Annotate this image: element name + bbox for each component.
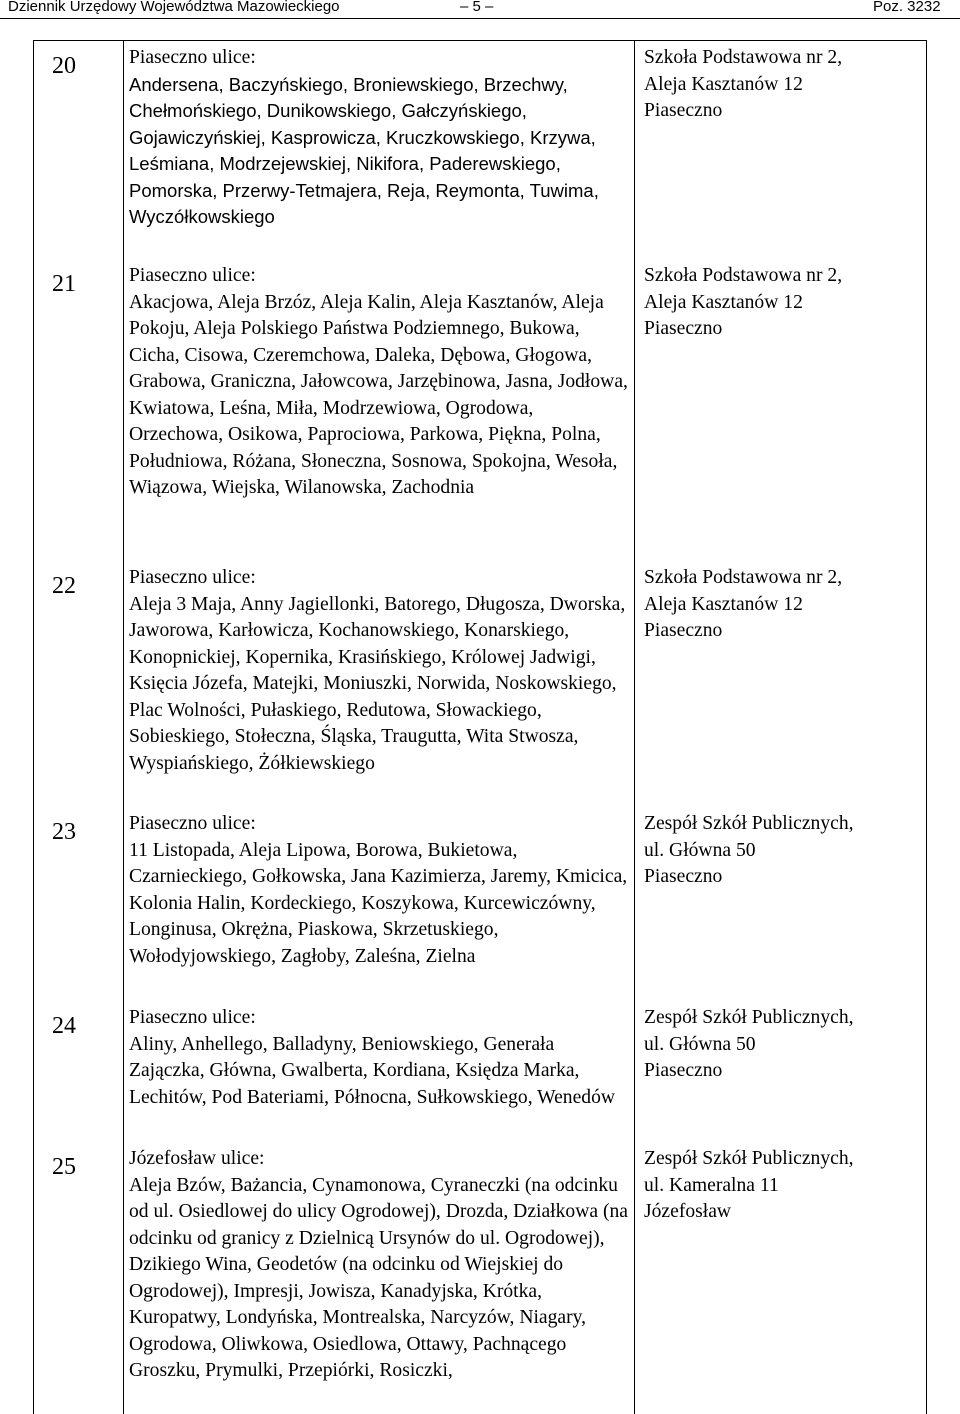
locality-heading: Piaseczno ulice:	[129, 567, 256, 588]
school-address: Aleja Kasztanów 12	[644, 73, 803, 95]
school-address: ul. Główna 50	[644, 839, 756, 861]
column-divider	[123, 40, 124, 1414]
school-town: Piaseczno	[644, 1060, 723, 1081]
district-number: 20	[52, 53, 76, 79]
school-town: Piaseczno	[644, 318, 723, 339]
school-cell	[644, 565, 934, 645]
school-name: Zespół Szkół Publicznych,	[644, 1007, 854, 1028]
streets-cell	[129, 263, 631, 502]
streets-list: Aleja Bzów, Bażancia, Cynamonowa, Cyraneczki (na odcinku od ul. Osiedlowej do ulicy Ogrodowej), Drozda, Działkowa (na odcinku od granicy z Dzielnicą Ursynów do ul. Ogrodowej), Dzikiego Wina, Geodetów (na odcinku od Wiejskiej do Ogrodowej), Impresji, Jowisza, Kanadyjska, Krótka, Kuropatwy, Londyńska, Montrealska, Narcyzów, Niagary, Ogrodowa, Oliwkowa, Osiedlowa, Ottawy, Pachnącego Groszku, Prymulki, Przepiórki, Rosiczki,	[129, 1174, 628, 1381]
position-number: Poz. 3232	[873, 0, 941, 15]
district-number: 23	[52, 819, 76, 845]
school-town: Piaseczno	[644, 866, 723, 887]
page-number: – 5 –	[460, 0, 494, 15]
streets-list: Andersena, Baczyńskiego, Broniewskiego, Brzechwy, Chełmońskiego, Dunikowskiego, Gałczyńskiego, Gojawiczyńskiej, Kasprowicza, Kruczkowskiego, Krzywa, Leśmiana, Modrzejewskiej, Nikifora, Paderewskiego, Pomorska, Przerwy-Tetmajera, Reja, Reymonta, Tuwima, Wyczółkowskiego	[129, 73, 599, 227]
locality-heading: Piaseczno ulice:	[129, 47, 256, 68]
school-address: Aleja Kasztanów 12	[644, 291, 803, 313]
streets-list: Aleja 3 Maja, Anny Jagiellonki, Batorego, Długosza, Dworska, Jaworowa, Karłowicza, Kochanowskiego, Konarskiego, Konopnickiej, Kopernika, Krasińskiego, Królowej Jadwigi, Księcia Józefa, Matejki, Moniuszki, Norwida, Noskowskiego, Plac Wolności, Pułaskiego, Redutowa, Słowackiego, Sobieskiego, Stołeczna, Śląska, Traugutta, Wita Stwosza, Wyspiańskiego, Żółkiewskiego	[129, 593, 626, 774]
school-town: Piaseczno	[644, 620, 723, 641]
journal-title: Dziennik Urzędowy Województwa Mazowieckiego	[8, 0, 340, 15]
school-name: Szkoła Podstawowa nr 2,	[644, 567, 843, 588]
school-cell	[644, 1005, 934, 1085]
locality-heading: Piaseczno ulice:	[129, 1007, 256, 1028]
district-number: 22	[52, 573, 76, 599]
streets-cell	[129, 811, 631, 970]
district-number: 24	[52, 1013, 76, 1039]
locality-heading: Piaseczno ulice:	[129, 265, 256, 286]
district-number: 21	[52, 271, 76, 297]
school-town: Piaseczno	[644, 100, 723, 121]
streets-cell	[129, 45, 631, 231]
streets-list: Akacjowa, Aleja Brzóz, Aleja Kalin, Aleja Kasztanów, Aleja Pokoju, Aleja Polskiego Państwa Podziemnego, Bukowa, Cicha, Cisowa, Czeremchowa, Daleka, Dębowa, Głogowa, Grabowa, Graniczna, Jałowcowa, Jarzębinowa, Jasna, Jodłowa, Kwiatowa, Leśna, Miła, Modrzewiowa, Ogrodowa, Orzechowa, Osikowa, Paprociowa, Parkowa, Piękna, Polna, Południowa, Różana, Słoneczna, Sosnowa, Spokojna, Wesoła, Wiązowa, Wiejska, Wilanowska, Zachodnia	[129, 291, 628, 498]
streets-cell	[129, 565, 631, 777]
school-cell	[644, 1146, 934, 1226]
school-name: Zespół Szkół Publicznych,	[644, 1148, 854, 1169]
header-rule	[0, 18, 960, 19]
school-town: Józefosław	[644, 1201, 732, 1222]
streets-list: Aliny, Anhellego, Balladyny, Beniowskiego, Generała Zajączka, Główna, Gwalberta, Kordiana, Księdza Marka, Lechitów, Pod Bateriami, Północna, Sułkowskiego, Wenedów	[129, 1033, 616, 1108]
school-cell	[644, 45, 934, 125]
school-cell	[644, 263, 934, 343]
school-name: Szkoła Podstawowa nr 2,	[644, 47, 843, 68]
school-address: ul. Główna 50	[644, 1033, 756, 1055]
district-number: 25	[52, 1154, 76, 1180]
school-name: Szkoła Podstawowa nr 2,	[644, 265, 843, 286]
streets-cell	[129, 1146, 631, 1385]
streets-cell	[129, 1005, 631, 1111]
locality-heading: Józefosław ulice:	[129, 1148, 265, 1169]
school-address: ul. Kameralna 11	[644, 1174, 779, 1196]
locality-heading: Piaseczno ulice:	[129, 813, 256, 834]
page-header	[0, 0, 960, 18]
column-divider	[634, 40, 635, 1414]
school-name: Zespół Szkół Publicznych,	[644, 813, 854, 834]
school-address: Aleja Kasztanów 12	[644, 593, 803, 615]
streets-list: 11 Listopada, Aleja Lipowa, Borowa, Bukietowa, Czarnieckiego, Gołkowska, Jana Kazimierza, Jaremy, Kmicica, Kolonia Halin, Kordeckiego, Koszykowa, Kurcewiczówny, Longinusa, Okrężna, Piaskowa, Skrzetuskiego, Wołodyjowskiego, Zagłoby, Zaleśna, Zielna	[129, 839, 628, 967]
school-cell	[644, 811, 934, 891]
